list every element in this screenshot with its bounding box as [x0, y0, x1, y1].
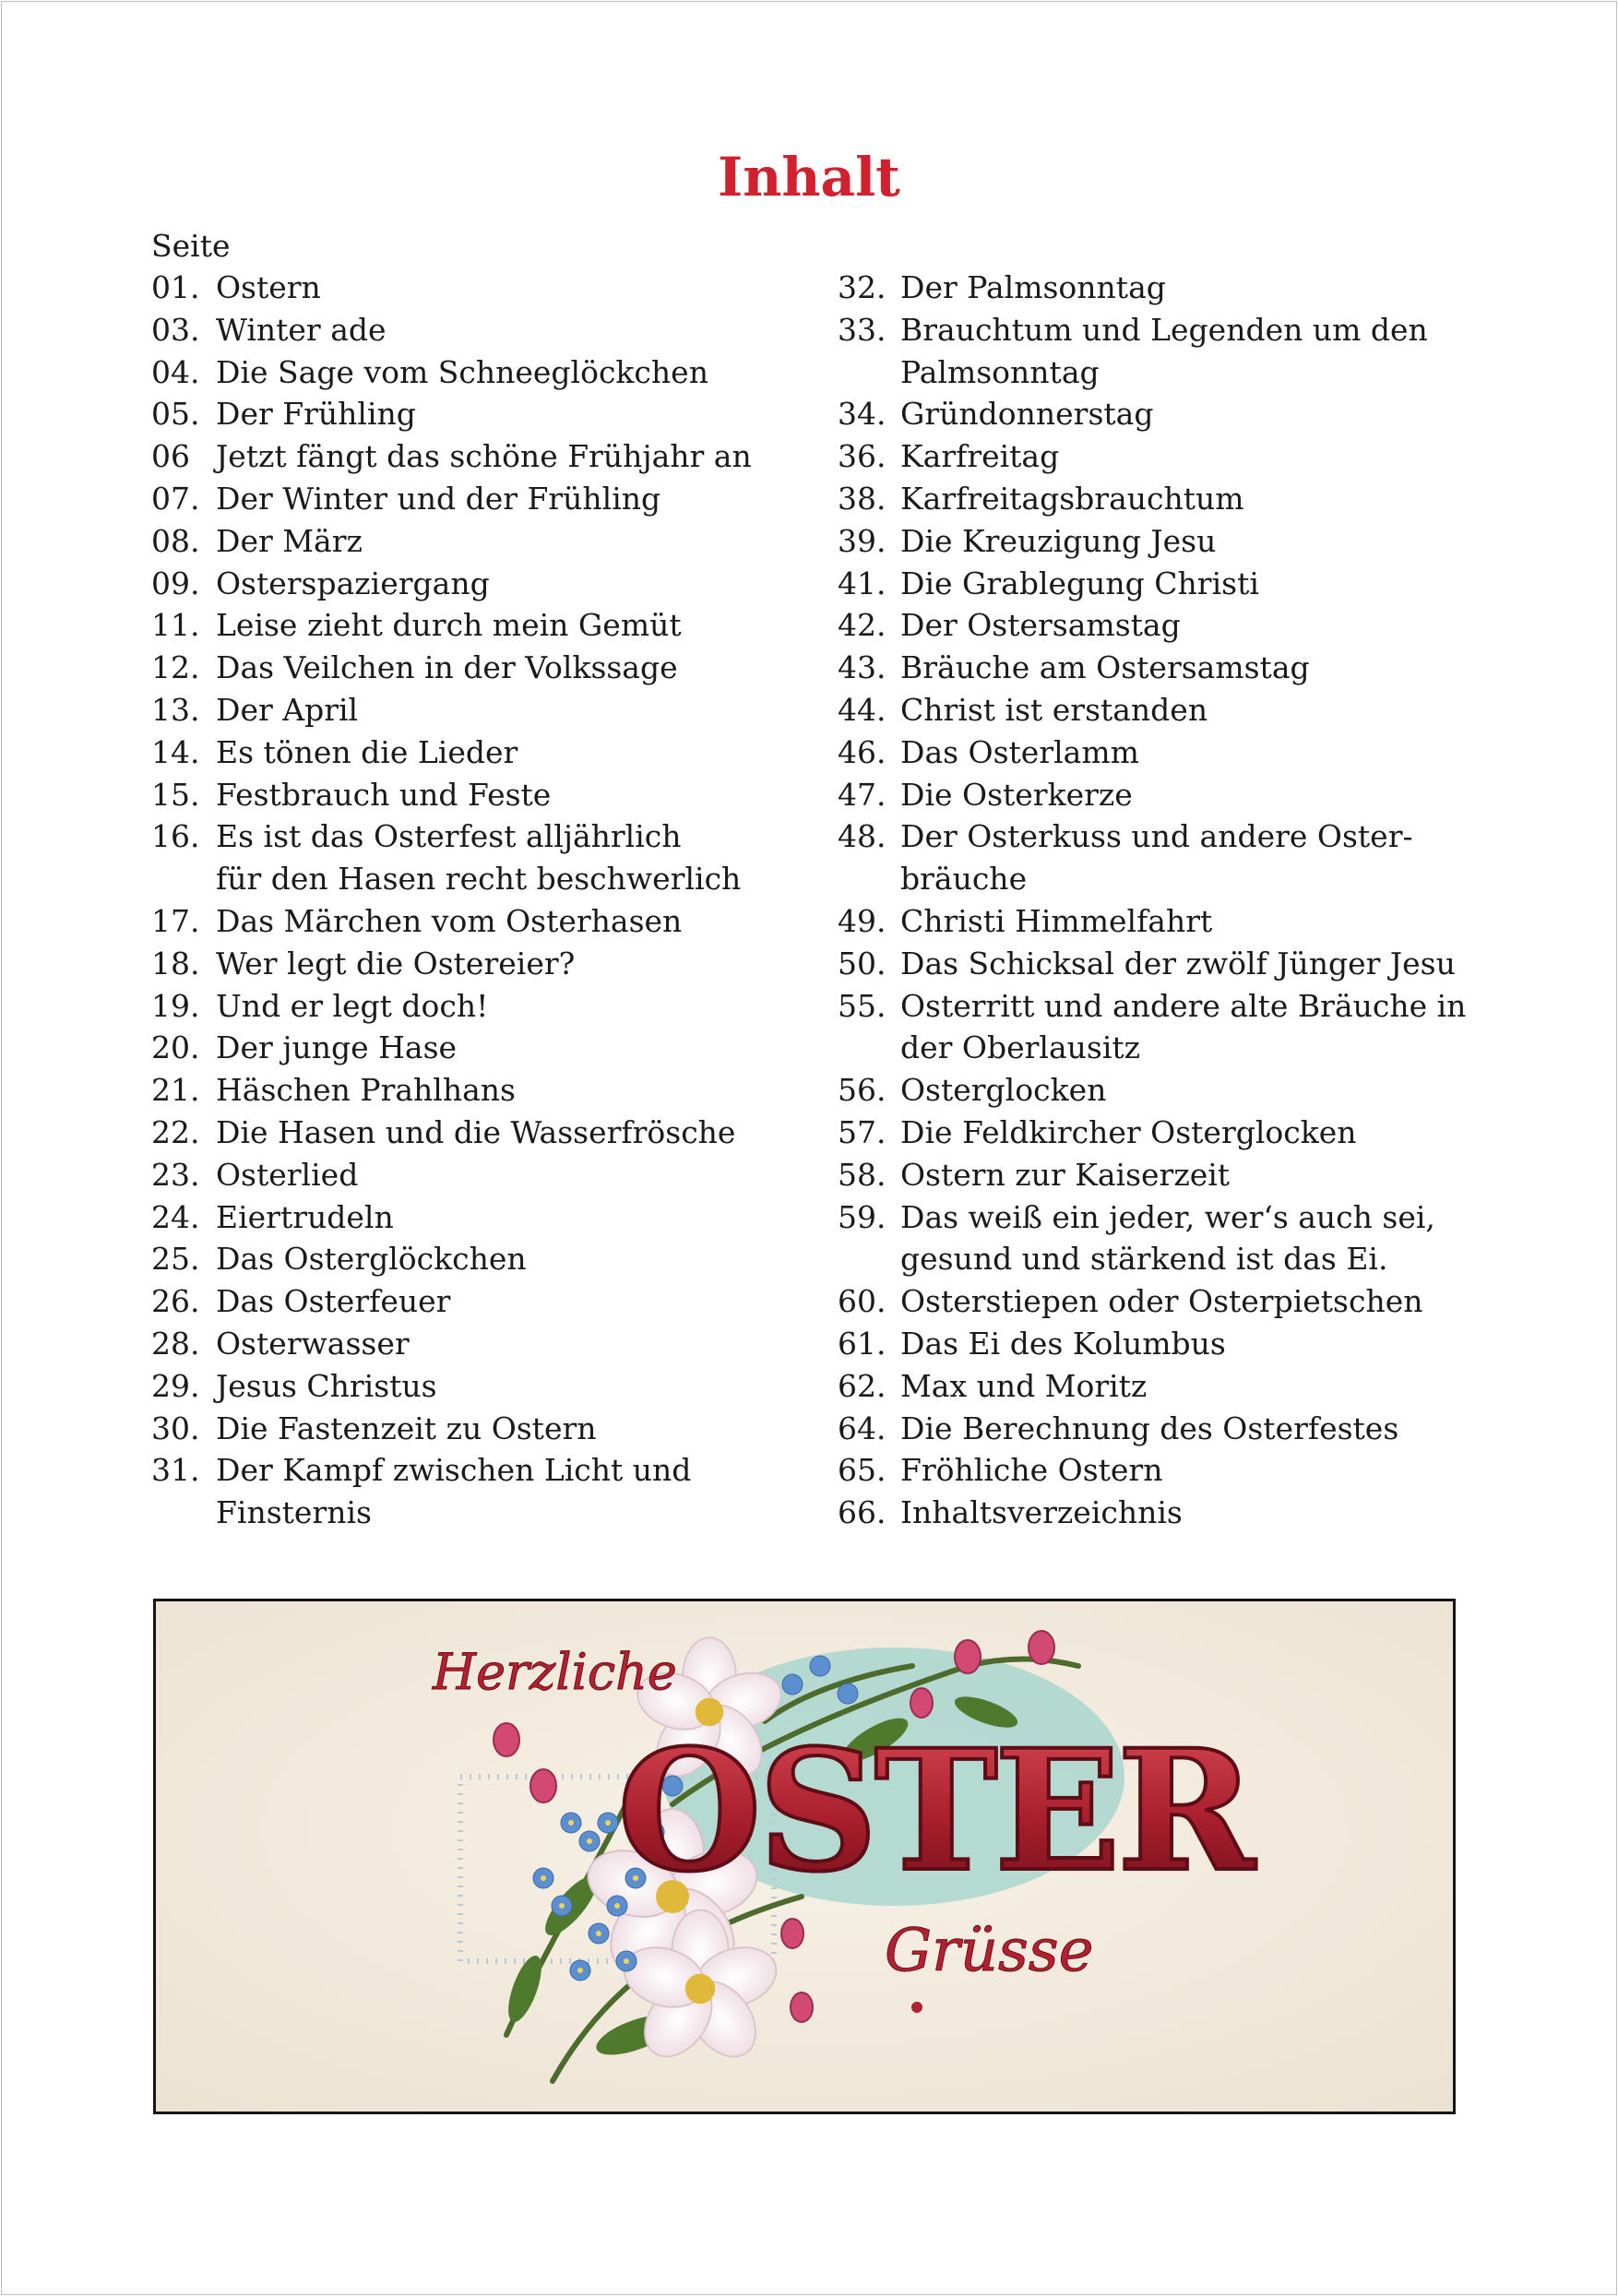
toc-page-number: 08.	[151, 522, 200, 559]
toc-title	[900, 1196, 1435, 1281]
toc-title-line: Christi Himmelfahrt	[900, 902, 1213, 939]
toc-title	[216, 815, 741, 900]
toc-page-number: 34.	[838, 396, 886, 433]
toc-page-number: 13.	[151, 691, 200, 728]
toc-entry	[151, 943, 815, 985]
toc-title-line: Karfreitag	[900, 438, 1060, 475]
toc-page-number: 26.	[151, 1283, 200, 1320]
toc-title	[900, 985, 1466, 1070]
toc-title-line: Der Osterkuss und andere Oster-	[900, 818, 1413, 855]
toc-entry	[151, 689, 815, 732]
toc-entry	[151, 351, 815, 394]
toc-title	[216, 689, 358, 732]
toc-page-number: 60.	[838, 1283, 886, 1320]
toc-page-number: 09.	[151, 565, 200, 601]
toc-page-number: 48.	[838, 818, 886, 855]
toc-title-line: Die Kreuzigung Jesu	[900, 522, 1217, 559]
toc-title-line: Winter ade	[216, 311, 387, 348]
toc-title	[216, 1196, 394, 1239]
toc-entry	[838, 732, 1483, 774]
toc-title	[900, 815, 1413, 900]
toc-title	[900, 1069, 1106, 1112]
toc-title-line: Das Osterlamm	[900, 733, 1139, 770]
toc-title-line: Wer legt die Ostereier?	[216, 945, 576, 981]
toc-entry	[838, 309, 1483, 394]
toc-title	[900, 563, 1259, 605]
toc-entry	[838, 1280, 1483, 1323]
toc-title	[216, 1112, 735, 1154]
toc-entry	[838, 1323, 1483, 1365]
toc-title	[900, 604, 1181, 647]
toc-title	[216, 1069, 516, 1112]
toc-entry	[838, 1112, 1483, 1154]
toc-entry	[838, 1069, 1483, 1112]
toc-title-line: Bräuche am Ostersamstag	[900, 649, 1310, 686]
toc-title	[216, 1408, 597, 1450]
toc-title-continuation: gesund und stärkend ist das Ei.	[900, 1241, 1388, 1278]
toc-entry	[838, 1492, 1483, 1534]
toc-page-number: 15.	[151, 776, 200, 813]
toc-entry	[838, 563, 1483, 605]
toc-page-number: 39.	[838, 522, 886, 559]
toc-entry	[151, 774, 815, 816]
toc-title	[216, 351, 708, 394]
toc-entry	[151, 1238, 815, 1280]
toc-title-continuation: Palmsonntag	[900, 353, 1100, 390]
toc-entry	[838, 1196, 1483, 1281]
toc-page-number: 43.	[838, 649, 886, 686]
toc-page-number: 06	[151, 438, 190, 475]
postcard-greeting-line1: Herzliche	[433, 1643, 677, 1701]
toc-title	[216, 563, 490, 605]
toc-title	[216, 1449, 691, 1534]
toc-title-line: Häschen Prahlhans	[216, 1072, 516, 1109]
toc-title	[900, 1112, 1357, 1154]
toc-title	[216, 647, 678, 689]
toc-page-number: 62.	[838, 1367, 886, 1404]
toc-title-line: Der April	[216, 691, 359, 728]
toc-page-number: 55.	[838, 987, 886, 1024]
toc-title	[900, 393, 1153, 435]
toc-page-number: 12.	[151, 649, 200, 686]
toc-page-number: 05.	[151, 396, 200, 433]
toc-title	[216, 435, 752, 478]
toc-page-number: 49.	[838, 902, 886, 939]
toc-title	[216, 732, 518, 774]
toc-title	[900, 309, 1428, 394]
toc-entry	[838, 815, 1483, 900]
toc-title	[900, 1154, 1230, 1196]
toc-title	[900, 774, 1133, 816]
toc-entry	[838, 520, 1483, 563]
toc-page-number: 41.	[838, 565, 886, 601]
toc-entry	[838, 267, 1483, 309]
postcard-greeting-line2: OSTER	[617, 1714, 1252, 1909]
toc-entry	[838, 774, 1483, 816]
toc-page-number: 33.	[838, 311, 886, 348]
toc-title-line: Osterglocken	[900, 1072, 1107, 1109]
toc-entry	[838, 647, 1483, 689]
toc-page-number: 56.	[838, 1072, 886, 1109]
toc-entry	[151, 1154, 815, 1196]
toc-title-continuation: für den Hasen recht beschwerlich	[216, 861, 742, 898]
toc-entry	[151, 478, 815, 520]
toc-entry	[838, 604, 1483, 647]
toc-entry	[151, 1280, 815, 1323]
toc-title-line: Der Ostersamstag	[900, 607, 1181, 644]
toc-title	[216, 1280, 450, 1323]
toc-title	[216, 478, 660, 520]
toc-entry	[151, 604, 815, 647]
toc-title-line: Ostern	[216, 269, 321, 305]
toc-title-line: Osterspaziergang	[216, 565, 490, 601]
toc-entry	[838, 393, 1483, 435]
toc-page-number: 38.	[838, 480, 886, 517]
toc-title-line: Das Märchen vom Osterhasen	[216, 902, 683, 939]
toc-title-line: Der März	[216, 522, 363, 559]
toc-page-number: 19.	[151, 987, 200, 1024]
toc-title	[216, 1027, 457, 1069]
page-column-label: Seite	[151, 228, 231, 264]
toc-title-line: Osterlied	[216, 1156, 359, 1193]
toc-page-number: 16.	[151, 818, 200, 855]
toc-page-number: 66.	[838, 1494, 886, 1531]
toc-entry	[151, 1196, 815, 1239]
toc-title-line: Das Osterglöckchen	[216, 1241, 527, 1278]
toc-title-continuation: Finsternis	[216, 1494, 372, 1531]
toc-title-line: Und er legt doch!	[216, 987, 489, 1024]
toc-page-number: 04.	[151, 353, 200, 390]
toc-page-number: 14.	[151, 733, 200, 770]
toc-entry	[838, 689, 1483, 732]
toc-entry	[151, 1112, 815, 1154]
toc-title	[900, 732, 1139, 774]
toc-title-line: Die Sage vom Schneeglöckchen	[216, 353, 708, 390]
easter-postcard-illustration	[156, 1601, 1453, 2112]
toc-title-line: Osterwasser	[216, 1325, 410, 1362]
toc-title-line: Osterritt und andere alte Bräuche in	[900, 987, 1467, 1024]
toc-entry	[151, 1408, 815, 1450]
toc-page-number: 59.	[838, 1198, 886, 1235]
toc-title-line: Das Schicksal der zwölf Jünger Jesu	[900, 945, 1456, 981]
toc-title-line: Der Frühling	[216, 396, 416, 433]
toc-entry	[838, 943, 1483, 985]
toc-title-line: Der Winter und der Frühling	[216, 480, 661, 517]
toc-title-line: Das weiß ein jeder, wer‘s auch sei,	[900, 1198, 1435, 1235]
toc-page-number: 31.	[151, 1452, 200, 1489]
toc-page-number: 47.	[838, 776, 886, 813]
toc-title-line: Das Ei des Kolumbus	[900, 1325, 1226, 1362]
toc-title-continuation: bräuche	[900, 861, 1028, 898]
toc-title-line: Leise zieht durch mein Gemüt	[216, 607, 682, 644]
toc-entry	[151, 900, 815, 943]
toc-page-number: 07.	[151, 480, 200, 517]
easter-greeting-image	[153, 1599, 1456, 2114]
toc-title-line: Der Kampf zwischen Licht und	[216, 1452, 692, 1489]
toc-title	[900, 900, 1212, 943]
toc-entry	[838, 1408, 1483, 1450]
toc-entry	[151, 1323, 815, 1365]
toc-title	[900, 1365, 1147, 1408]
toc-entry	[151, 815, 815, 900]
toc-page-number: 29.	[151, 1367, 200, 1404]
toc-title-line: Jetzt fängt das schöne Frühjahr an	[216, 438, 752, 475]
toc-page-number: 11.	[151, 607, 200, 644]
toc-title-line: Brauchtum und Legenden um den	[900, 311, 1428, 348]
toc-title	[216, 774, 551, 816]
toc-title-line: Jesus Christus	[216, 1367, 437, 1404]
toc-entry	[151, 1069, 815, 1112]
toc-page-number: 65.	[838, 1452, 886, 1489]
toc-entry	[151, 1365, 815, 1408]
toc-entry	[838, 900, 1483, 943]
toc-entry	[151, 520, 815, 563]
page-title: Inhalt	[718, 146, 900, 208]
toc-title	[900, 1323, 1226, 1365]
toc-page-number: 58.	[838, 1156, 886, 1193]
toc-title-line: Christ ist erstanden	[900, 691, 1208, 728]
toc-entry	[151, 393, 815, 435]
toc-title-line: Max und Moritz	[900, 1367, 1148, 1404]
toc-entry	[151, 309, 815, 351]
toc-title	[900, 478, 1244, 520]
toc-title	[216, 309, 387, 351]
toc-title	[900, 647, 1310, 689]
toc-entry	[151, 1027, 815, 1069]
toc-title-line: Die Fastenzeit zu Ostern	[216, 1410, 597, 1446]
toc-title-line: Die Osterkerze	[900, 776, 1133, 813]
toc-page-number: 17.	[151, 902, 200, 939]
toc-page-number: 61.	[838, 1325, 886, 1362]
toc-page-number: 01.	[151, 269, 200, 305]
toc-title	[216, 900, 682, 943]
toc-title	[900, 689, 1208, 732]
toc-title	[900, 267, 1166, 309]
toc-title	[216, 1365, 437, 1408]
toc-title	[216, 1238, 527, 1280]
toc-title-continuation: der Oberlausitz	[900, 1029, 1141, 1066]
toc-entry	[151, 1449, 815, 1534]
toc-title-line: Gründonnerstag	[900, 396, 1154, 433]
toc-title-line: Die Berechnung des Osterfestes	[900, 1410, 1399, 1446]
toc-entry	[838, 1365, 1483, 1408]
toc-entry	[151, 563, 815, 605]
toc-page-number: 24.	[151, 1198, 200, 1235]
toc-page-number: 46.	[838, 733, 886, 770]
toc-title-line: Festbrauch und Feste	[216, 776, 552, 813]
toc-page-number: 36.	[838, 438, 886, 475]
toc-page-number: 25.	[151, 1241, 200, 1278]
toc-page-number: 23.	[151, 1156, 200, 1193]
toc-page-number: 22.	[151, 1113, 200, 1150]
toc-title-line: Die Hasen und die Wasserfrösche	[216, 1113, 736, 1150]
toc-title	[900, 943, 1456, 985]
toc-title-line: Karfreitagsbrauchtum	[900, 480, 1244, 517]
toc-title-line: Das Veilchen in der Volkssage	[216, 649, 678, 686]
toc-right-column	[838, 267, 1483, 1534]
toc-entry	[838, 1449, 1483, 1492]
toc-page-number: 18.	[151, 945, 200, 981]
toc-title-line: Ostern zur Kaiserzeit	[900, 1156, 1231, 1193]
toc-entry	[151, 435, 815, 478]
toc-title	[216, 393, 416, 435]
toc-left-column	[151, 267, 815, 1534]
toc-page-number: 44.	[838, 691, 886, 728]
toc-title	[216, 604, 682, 647]
toc-entry	[151, 732, 815, 774]
toc-entry	[838, 435, 1483, 478]
toc-title-line: Die Feldkircher Osterglocken	[900, 1113, 1357, 1150]
toc-title-line: Osterstiepen oder Osterpietschen	[900, 1283, 1423, 1320]
toc-title	[216, 1154, 358, 1196]
toc-title	[216, 1323, 410, 1365]
toc-title-line: Eiertrudeln	[216, 1198, 394, 1235]
toc-entry	[838, 985, 1483, 1070]
toc-page-number: 64.	[838, 1410, 886, 1446]
toc-entry	[151, 647, 815, 689]
toc-page-number: 03.	[151, 311, 200, 348]
toc-title-line: Es ist das Osterfest alljährlich	[216, 818, 682, 855]
toc-title	[900, 1449, 1162, 1492]
toc-page-number: 50.	[838, 945, 886, 981]
toc-page-number: 42.	[838, 607, 886, 644]
toc-title-line: Die Grablegung Christi	[900, 565, 1259, 601]
toc-title-line: Das Osterfeuer	[216, 1283, 451, 1320]
toc-entry	[151, 267, 815, 309]
toc-page-number: 57.	[838, 1113, 886, 1150]
toc-title	[900, 1492, 1183, 1534]
toc-page-number: 20.	[151, 1029, 200, 1066]
postcard-greeting-line3: Grüsse	[885, 1917, 1094, 1985]
toc-title	[900, 435, 1059, 478]
toc-title	[900, 1408, 1398, 1450]
toc-page-number: 30.	[151, 1410, 200, 1446]
toc-title	[216, 985, 488, 1028]
toc-page-number: 32.	[838, 269, 886, 305]
toc-page-number: 21.	[151, 1072, 200, 1109]
toc-title	[216, 943, 575, 985]
toc-title-line: Der junge Hase	[216, 1029, 458, 1066]
toc-title	[216, 267, 321, 309]
toc-title-line: Es tönen die Lieder	[216, 733, 518, 770]
toc-title	[900, 520, 1216, 563]
toc-entry	[838, 478, 1483, 520]
toc-title-line: Fröhliche Ostern	[900, 1452, 1163, 1489]
toc-title	[216, 520, 363, 563]
toc-entry	[151, 985, 815, 1028]
toc-title	[900, 1280, 1423, 1323]
toc-title-line: Der Palmsonntag	[900, 269, 1166, 305]
toc-title-line: Inhaltsverzeichnis	[900, 1494, 1183, 1531]
toc-entry	[838, 1154, 1483, 1196]
toc-page-number: 28.	[151, 1325, 200, 1362]
